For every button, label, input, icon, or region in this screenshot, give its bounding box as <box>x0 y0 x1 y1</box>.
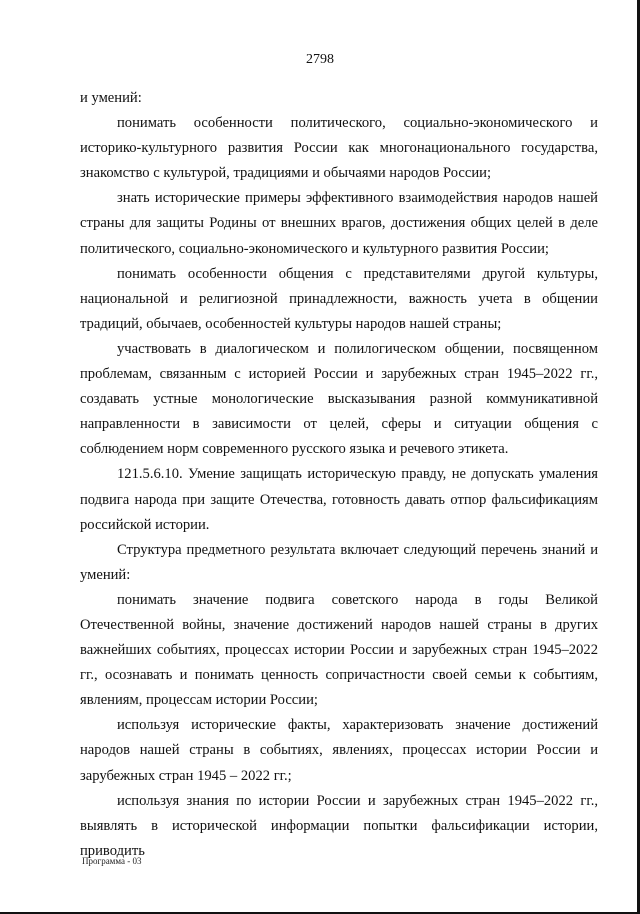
body-paragraph: участвовать в диалогическом и полилогическом общении, посвященном проблемам, связанным с историей России и зарубежных стран 1945–2022 гг., создавать устные монологические высказывания разной коммуникативной направленности в зависимости от целей, сферы и ситуации общения с соблюдением норм современного русского языка и речевого этикета. <box>80 340 598 458</box>
body-paragraph: понимать значение подвига советского народа в годы Великой Отечественной войны, значение достижений народов нашей страны в других важнейших событиях, процессах истории России и зарубежных стран 1945–2022 гг., осознавать и понимать ценность сопричастности своей семьи к событиям, явлениям, процессам истории России; <box>80 591 598 709</box>
document-body <box>80 86 598 864</box>
body-paragraph: 121.5.6.10. Умение защищать историческую правду, не допускать умаления подвига народа при защите Отечества, готовность давать отпор фальсификациям российской истории. <box>80 466 598 533</box>
page-footer: Программа - 03 <box>82 856 142 866</box>
body-paragraph: понимать особенности политического, социально-экономического и историко-культурного развития России как многонационального государства, знакомство с культурой, традициями и обычаями народов России; <box>80 115 598 182</box>
body-paragraph: используя знания по истории России и зарубежных стран 1945–2022 гг., выявлять в исторической информации попытки фальсификации истории, приводить <box>80 792 598 859</box>
body-paragraph: и умений: <box>80 90 142 106</box>
page-number: 2798 <box>306 52 334 67</box>
body-paragraph: понимать особенности общения с представителями другой культуры, национальной и религиозной принадлежности, важность учета в общении традиций, обычаев, особенностей культуры народов нашей страны; <box>80 265 598 332</box>
body-paragraph: знать исторические примеры эффективного взаимодействия народов нашей страны для защиты Родины от внешних врагов, достижения общих целей в деле политического, социально-экономического и культурного развития России; <box>80 190 598 257</box>
body-paragraph: Структура предметного результата включает следующий перечень знаний и умений: <box>80 541 598 583</box>
body-paragraph: используя исторические факты, характеризовать значение достижений народов нашей страны в событиях, явлениях, процессах истории России и зарубежных стран 1945 – 2022 гг.; <box>80 717 598 784</box>
